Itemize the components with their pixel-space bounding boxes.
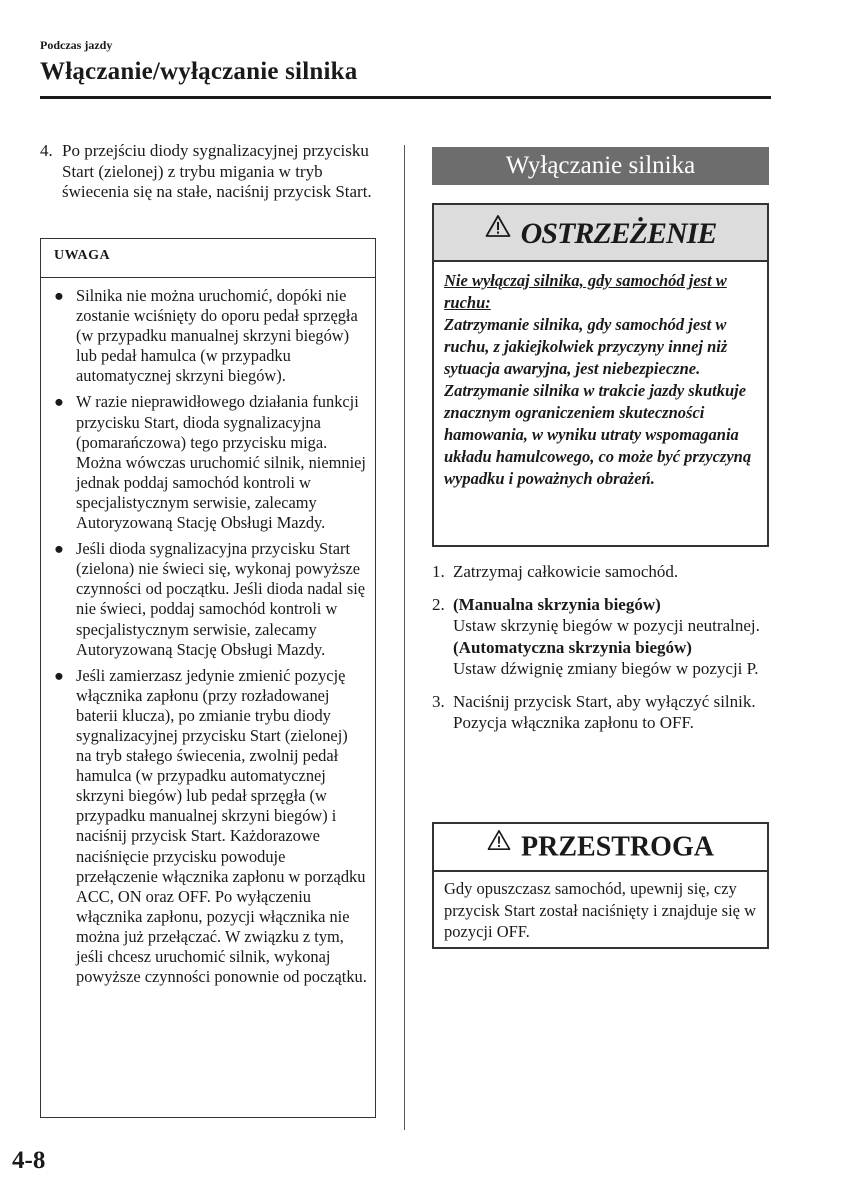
step-text: Po przejściu diody sygnalizacyjnej przycisku Start (zielonej) z trybu migania w tryb świecenia się na stałe, naciśnij przycisk Start. <box>62 141 372 201</box>
section-label: Podczas jazdy <box>40 38 113 52</box>
warning-triangle-icon <box>487 824 511 870</box>
caution-box <box>432 822 769 949</box>
list-item <box>54 539 367 660</box>
bullet-icon: ● <box>54 286 64 305</box>
step-text: Zatrzymaj całkowicie samochód. <box>453 562 679 581</box>
note-list <box>41 278 375 987</box>
caution-body: Gdy opuszczasz samochód, upewnij się, czy przycisk Start został naciśnięty i znajduje się w pozycji OFF. <box>444 879 757 941</box>
step-number: 1. <box>432 562 445 581</box>
warning-lead: Nie wyłączaj silnika, gdy samochód jest w ruchu: <box>444 271 727 312</box>
auto-label: (Automatyczna skrzynia biegów) <box>453 637 692 657</box>
note-text: Jeśli zamierzasz jedynie zmienić pozycję włącznika zapłonu (przy rozładowanej baterii klucza), po zmianie trybu diody sygnalizacyjnej przycisku Start (zielonej) na tryb stałego świecenia, zwolnij pedał hamulca (w przypadku automatycznej skrzyni biegów) lub pedał sprzęgła (w przypadku manualnej skrzyni biegów) i naciśnij przycisk Start. Każdorazowe naciśnięcie przycisku powoduje przełączenie włącznika zapłonu w porządku ACC, ON oraz OFF. Po wyłączeniu włącznika zapłonu, pozycji włącznika nie można już przełączać. W związku z tym, jeśli chcesz uruchomić silnik, wykonaj powyższe czynności ponownie od początku. <box>76 665 367 987</box>
list-item <box>54 286 367 386</box>
warning-body <box>434 262 767 490</box>
step-number: 2. <box>432 594 445 614</box>
caution-label: PRZESTROGA <box>521 831 714 863</box>
step-text: Naciśnij przycisk Start, aby wyłączyć silnik. Pozycja włącznika zapłonu to OFF. <box>453 691 756 732</box>
manual-label: (Manualna skrzynia biegów) <box>453 594 661 614</box>
bullet-icon: ● <box>54 665 64 685</box>
note-box <box>40 238 376 1118</box>
bullet-icon: ● <box>54 392 64 412</box>
section-heading: Wyłączanie silnika <box>432 147 769 185</box>
step-2 <box>432 594 769 680</box>
page-title: Włączanie/wyłączanie silnika <box>40 58 358 85</box>
warning-triangle-icon <box>485 206 511 261</box>
step-number: 3. <box>432 691 445 711</box>
step-3 <box>432 691 769 734</box>
warning-text: Zatrzymanie silnika, gdy samochód jest w ruchu, z jakiejkolwiek przyczyny innej niż sytuacja awaryjna, jest niebezpieczne. Zatrzymanie silnika w trakcie jazdy skutkuje znacznym ograniczeniem skuteczności hamowania, w wyniku utraty wspomagania układu hamulcowego, co może być przyczyną wypadku i poważnych obrażeń. <box>444 315 752 488</box>
stop-steps <box>432 561 769 745</box>
page-number: 4-8 <box>12 1147 46 1174</box>
auto-text: Ustaw dźwignię zmiany biegów w pozycji P. <box>453 659 759 678</box>
list-item <box>54 666 367 988</box>
note-text: W razie nieprawidłowego działania funkcji przycisku Start, dioda sygnalizacyjna (pomarańczowa) tego przycisku miga. Można wówczas uruchomić silnik, niemniej jednak poddaj samochód kontroli w specjalistycznym serwisie, zalecamy Autoryzowaną Stację Obsługi Mazdy. <box>76 392 366 533</box>
step-4 <box>40 141 375 203</box>
warning-header <box>434 205 767 262</box>
step-number: 4. <box>40 141 53 160</box>
warning-label: OSTRZEŻENIE <box>520 216 717 250</box>
title-rule <box>40 96 771 99</box>
note-text: Silnika nie można uruchomić, dopóki nie zostanie wciśnięty do oporu pedał sprzęgła (w przypadku manualnej skrzyni biegów) lub pedał hamulca (w przypadku automatycznej skrzyni biegów). <box>76 286 358 386</box>
warning-box <box>432 203 769 547</box>
note-heading: UWAGA <box>41 239 375 278</box>
list-item <box>54 392 367 533</box>
caution-header <box>434 824 767 872</box>
bullet-icon: ● <box>54 539 64 559</box>
manual-text: Ustaw skrzynię biegów w pozycji neutralnej. <box>453 616 760 635</box>
step-1 <box>432 561 769 583</box>
column-divider <box>404 145 405 1130</box>
note-text: Jeśli dioda sygnalizacyjna przycisku Start (zielona) nie świeci się, wykonaj powyższe czynności od początku. Jeśli dioda nadal się nie świeci, poddaj samochód kontroli w specjalistycznym serwisie, zalecamy Autoryzowaną Stację Obsługi Mazdy. <box>76 539 366 659</box>
